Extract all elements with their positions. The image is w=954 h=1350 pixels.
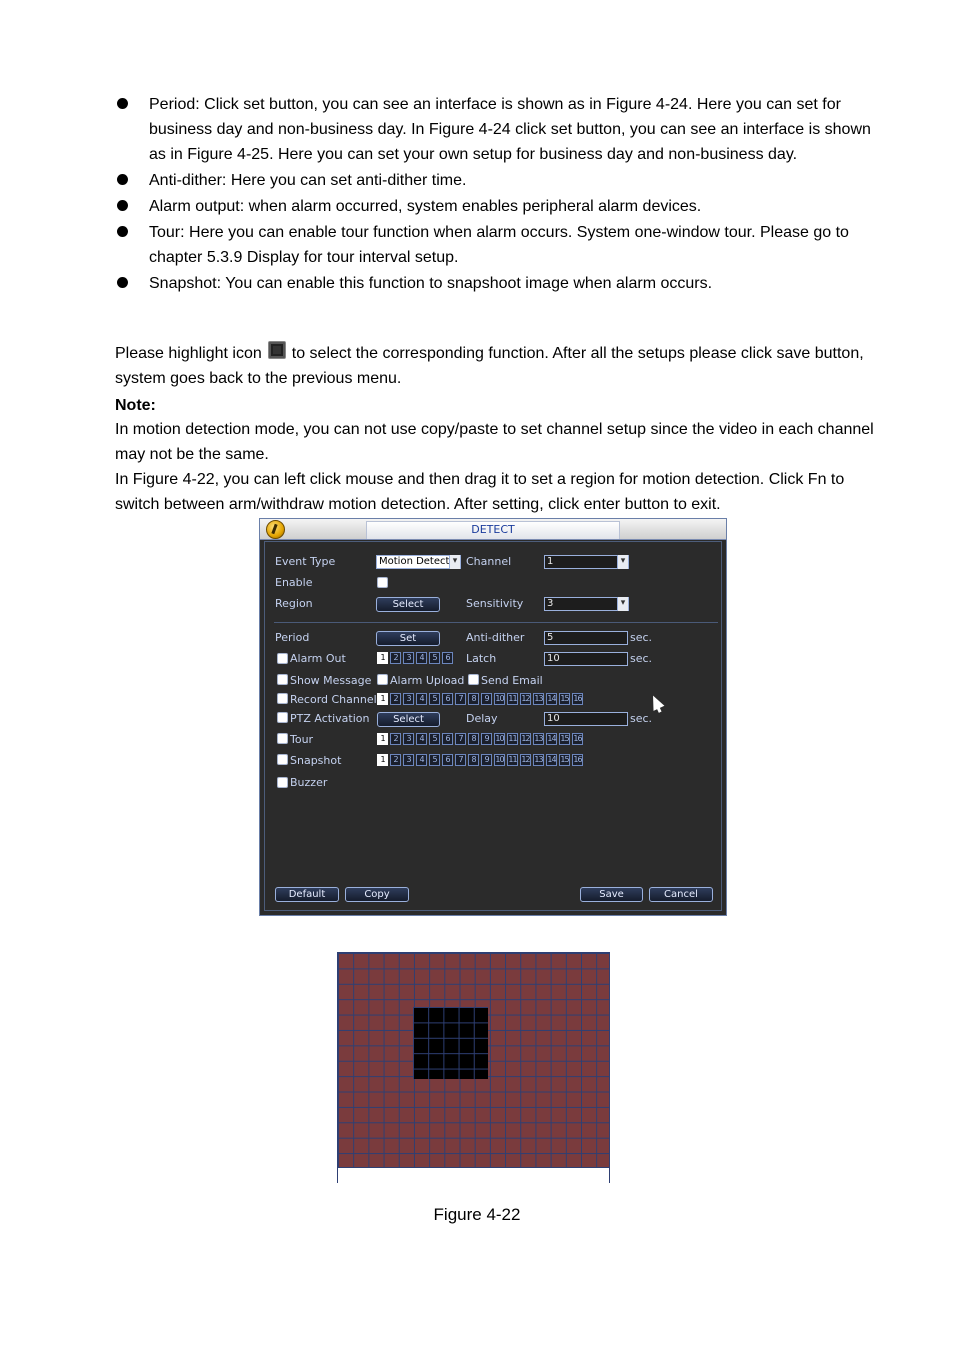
alarm-out-label: Alarm Out [290,652,346,665]
latch-input[interactable]: 10 [544,652,628,666]
grid-edge [609,1168,610,1183]
channel-number[interactable]: 15 [560,694,569,703]
delay-label: Delay [466,712,498,725]
dialog-title-bar [260,519,726,540]
default-button[interactable]: Default [275,887,339,902]
channel-number[interactable]: 2 [390,693,401,705]
buzzer-checkbox[interactable] [277,777,288,788]
save-button[interactable]: Save [580,887,643,902]
channel-number[interactable]: 14 [547,734,556,743]
channel-number[interactable]: 9 [481,693,492,705]
channel-number[interactable]: 15 [560,734,569,743]
tour-channel-numbers [377,733,583,745]
bullet-text: Snapshot: You can enable this function to snapshoot image when alarm occurs. [149,275,713,292]
latch-label: Latch [466,652,497,665]
bullet-text: Anti-dither: Here you can set anti-dither time. [149,172,467,189]
ptz-activation-checkbox[interactable] [277,712,288,723]
buzzer-label: Buzzer [290,776,328,789]
channel-number[interactable]: 5 [429,754,440,766]
channel-number[interactable]: 6 [442,733,453,745]
bullet-dot-icon [117,174,128,185]
channel-number[interactable]: 4 [416,754,427,766]
channel-number[interactable]: 11 [508,755,517,764]
show-message-checkbox[interactable] [277,674,288,685]
cancel-button[interactable]: Cancel [649,887,713,902]
channel-number[interactable]: 16 [573,755,582,764]
sensitivity-label: Sensitivity [466,597,524,610]
note-label: Note: [115,397,156,414]
tour-checkbox[interactable] [277,733,288,744]
anti-dither-unit: sec. [630,631,653,644]
channel-number[interactable]: 3 [403,693,414,705]
channel-number[interactable]: 13 [534,694,543,703]
record-channel-numbers [377,693,583,705]
alarm-out-number[interactable]: 3 [403,652,414,664]
event-type-label: Event Type [275,555,336,568]
enable-checkbox[interactable] [377,577,388,588]
anti-dither-input[interactable]: 5 [544,631,628,645]
show-message-label: Show Message [290,674,372,687]
channel-number[interactable]: 7 [455,754,466,766]
alarm-out-number[interactable]: 6 [442,652,453,664]
channel-number[interactable]: 11 [508,694,517,703]
enable-label: Enable [275,576,313,589]
alarm-out-number[interactable]: 5 [429,652,440,664]
alarm-out-number[interactable]: 2 [390,652,401,664]
channel-number[interactable]: 3 [403,754,414,766]
note-line: In Figure 4-22, you can left click mouse and then drag it to set a region for motion detection. Click Fn to switch between arm/withdraw motion detection. After setting, click enter button to exit. [115,471,845,513]
bullet-text: Alarm output: when alarm occurred, system enables peripheral alarm devices. [149,198,702,215]
channel-number[interactable]: 13 [534,734,543,743]
send-email-label: Send Email [481,674,543,687]
channel-number[interactable]: 13 [534,755,543,764]
alarm-upload-label: Alarm Upload [390,674,465,687]
highlight-paragraph: Please highlight icon to select the corresponding function. After all the setups please click save button, system goes back to the previous menu. [115,341,880,391]
ptz-activation-label: PTZ Activation [290,712,370,725]
anti-dither-label: Anti-dither [466,631,525,644]
copy-button[interactable]: Copy [345,887,409,902]
ptz-select-button[interactable]: Select [377,712,440,727]
alarm-out-number[interactable]: 1 [377,652,388,664]
delay-unit: sec. [630,712,653,725]
channel-number[interactable]: 8 [468,733,479,745]
channel-number[interactable]: 7 [455,693,466,705]
channel-number[interactable]: 12 [521,694,530,703]
region-select-button[interactable]: Select [376,597,440,612]
period-label: Period [275,631,310,644]
divider [274,622,718,623]
channel-number[interactable]: 4 [416,733,427,745]
channel-number[interactable]: 1 [377,754,388,766]
channel-number[interactable]: 10 [495,694,504,703]
channel-number[interactable]: 8 [468,693,479,705]
channel-number[interactable]: 16 [573,694,582,703]
channel-select[interactable]: 1 ▾ [544,555,629,569]
channel-number[interactable]: 14 [547,694,556,703]
square-select-icon [268,341,286,359]
region-label: Region [275,597,313,610]
region-grid-unarmed[interactable] [413,1007,488,1079]
channel-label: Channel [466,555,512,568]
dialog-title: DETECT [366,521,620,539]
channel-number[interactable]: 3 [403,733,414,745]
note-line: In motion detection mode, you can not use copy/paste to set channel setup since the video in each channel may not be the same. [115,421,874,463]
snapshot-checkbox[interactable] [277,754,288,765]
channel-number[interactable]: 11 [508,734,517,743]
channel-number[interactable]: 6 [442,754,453,766]
bullet-list [115,92,875,297]
sensitivity-select[interactable]: 3 ▾ [544,597,629,611]
bullet-text: Tour: Here you can enable tour function when alarm occurs. System one-window tour. Please go to chapter 5.3.9 Display for tour interval setup. [149,224,849,266]
channel-number[interactable]: 12 [521,734,530,743]
alarm-logo-icon [266,520,285,539]
detect-dialog [259,518,727,916]
channel-number[interactable]: 1 [377,693,388,705]
channel-number[interactable]: 5 [429,733,440,745]
alarm-out-checkbox[interactable] [277,653,288,664]
grid-edge [337,1168,338,1183]
channel-number[interactable]: 7 [455,733,466,745]
bullet-text: Period: Click set button, you can see an interface is shown as in Figure 4-24. Here you can set for business day and non-business day. In Figure 4-24 click set button, you can see an interface is shown as in Figure 4-25. Here you can set your own setup for business day and non-business day. [149,96,871,163]
bullet-dot-icon [117,200,128,211]
alarm-out-number[interactable]: 4 [416,652,427,664]
channel-number[interactable]: 2 [390,754,401,766]
period-set-button[interactable]: Set [376,631,440,646]
channel-number[interactable]: 1 [377,733,388,745]
bullet-item [115,220,875,270]
channel-number[interactable]: 8 [468,754,479,766]
alarm-upload-checkbox[interactable] [377,674,388,685]
snapshot-label: Snapshot [290,754,342,767]
channel-number[interactable]: 5 [429,693,440,705]
send-email-checkbox[interactable] [468,674,479,685]
event-type-select[interactable]: Motion Detect ▾ [376,555,461,569]
bullet-item [115,194,875,219]
alarm-out-numbers [377,652,453,664]
channel-number[interactable]: 15 [560,755,569,764]
channel-number[interactable]: 10 [495,755,504,764]
channel-number[interactable]: 9 [481,733,492,745]
latch-unit: sec. [630,652,653,665]
channel-number[interactable]: 6 [442,693,453,705]
snapshot-channel-numbers [377,754,583,766]
bullet-item [115,168,875,193]
bullet-dot-icon [117,277,128,288]
bullet-item [115,271,875,296]
record-channel-checkbox[interactable] [277,693,288,704]
delay-input[interactable]: 10 [544,712,628,726]
tour-label: Tour [290,733,314,746]
figure-caption: Figure 4-22 [433,1205,521,1224]
channel-number[interactable]: 4 [416,693,427,705]
bullet-dot-icon [117,98,128,109]
motion-region-grid[interactable] [337,952,610,1183]
channel-number[interactable]: 2 [390,733,401,745]
record-channel-label: Record Channel [290,693,377,706]
bullet-item [115,92,875,167]
channel-number[interactable]: 16 [573,734,582,743]
channel-number[interactable]: 14 [547,755,556,764]
bullet-dot-icon [117,226,128,237]
channel-number[interactable]: 10 [495,734,504,743]
channel-number[interactable]: 12 [521,755,530,764]
channel-number[interactable]: 9 [481,754,492,766]
